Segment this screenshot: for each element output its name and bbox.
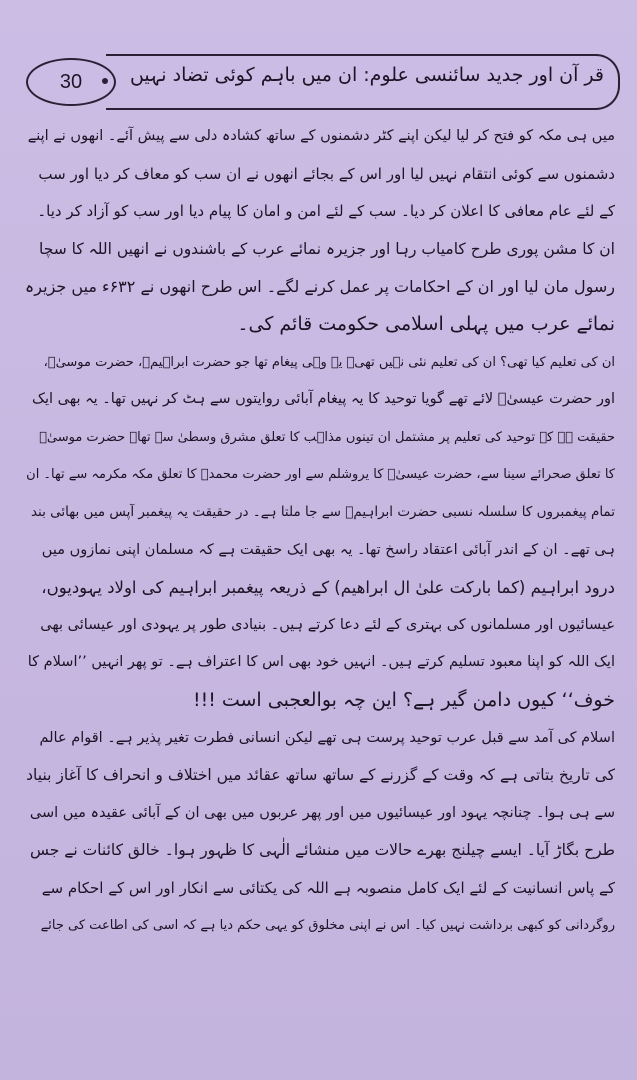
text-line: اسلام کی آمد سے قبل عرب توحید پرست ہی تھے لیکن انسانی فطرت تغیر پذیر ہے۔ اقوام عالم [39, 729, 615, 746]
text-line: ہی تھے۔ ان کے اندر آبائی اعتقاد راسخ تھا۔ یہ بھی ایک حقیقت ہے کہ مسلمان اپنی نمازوں میں [41, 541, 615, 558]
body-text [25, 118, 615, 945]
text-line: ان کا مشن پوری طرح کامیاب رہا اور جزیرہ نمائے عرب کے باشندوں نے انھیں اللہ کا سچا [38, 239, 615, 258]
page-header [14, 54, 620, 112]
text-line: حقیقت ہے کہ توحید کی تعلیم پر مشتمل ان تینوں مذاہب کا تعلق مشرق وسطیٰ سے تھا۔ حضرت موسیٰؑ [39, 429, 615, 445]
running-title: قر آن اور جدید سائنسی علوم: ان میں باہم کوئی تضاد نہیں [129, 64, 604, 86]
text-line: اور حضرت عیسیٰؑ لائے تھے گویا توحید کا یہ پیغام آبائی روایتوں سے ہٹ کر نہیں تھا۔ یہ بھی ایک [32, 391, 615, 408]
text-line: ان کی تعلیم کیا تھی؟ ان کی تعلیم نئی نہیں تھی۔ یہ وہی پیغام تھا جو حضرت ابراہیمؑ، حضرت موسیٰؑ، [43, 354, 615, 370]
text-line: ایک اللہ کو اپنا معبود تسلیم کرتے ہیں۔ انہیں خود بھی اس کا اعتراف ہے۔ تو پھر انہیں ’’اسلام کا [27, 654, 615, 671]
text-line: رسول مان لیا اور ان کے احکامات پر عمل کرنے لگے۔ اس طرح انھوں نے ۶۳۲ء میں جزیرہ [25, 277, 615, 297]
text-line: نمائے عرب میں پہلی اسلامی حکومت قائم کی۔ [237, 312, 615, 335]
text-line: کے لئے عام معافی کا اعلان کر دیا۔ سب کے لئے امن و امان کا پیام دیا اور سب کو آزاد کر دیا۔ [37, 202, 615, 221]
text-line: تمام پیغمبروں کا سلسلہ نسبی حضرت ابراہیمؑ سے جا ملتا ہے۔ در حقیقت یہ پیغمبر آپس میں بھائی بند [30, 503, 615, 520]
page-number: 30 [26, 58, 116, 106]
text-line: کی تاریخ بتاتی ہے کہ وقت کے گزرنے کے ساتھ ساتھ عقائد میں اختلاف و انحراف کا آغاز بنیاد [26, 766, 615, 785]
text-line: روگردانی کو کبھی برداشت نہیں کیا۔ اس نے اپنی مخلوق کو یہی حکم دیا ہے کہ اسی کی اطاعت کی جائے [40, 918, 615, 934]
text-line: سے ہی ہوا۔ چنانچہ یہود اور عیسائیوں میں اور پھر عربوں میں بھی ان کے آبائی عقیدہ میں اسی [29, 804, 615, 821]
header-title-frame [106, 54, 620, 110]
text-line: کا تعلق صحرائے سینا سے، حضرت عیسیٰؑ کا یروشلم سے اور حضرت محمدؐ کا تعلق مکہ مکرمہ سے تھا۔ ان [26, 467, 615, 483]
text-line: کے پاس انسانیت کے لئے ایک کامل منصوبہ ہے اللہ کی یکتائی سے انکار اور اس کے احکام سے [41, 878, 615, 897]
text-line: دشمنوں سے کوئی انتقام نہیں لیا اور اس کے بجائے انھوں نے ان سب کو معاف کر دیا اور سب [38, 164, 615, 183]
text-line: درود ابراہیم (کما بارکت علیٰ ال ابراھیم) کے ذریعہ پیغمبر ابراہیم کی اولاد یہودیوں، [41, 578, 615, 598]
text-line: میں ہی مکہ کو فتح کر لیا لیکن اپنے کٹر دشمنوں کے ساتھ کشادہ دلی سے پیش آئے۔ انھوں نے اپنے [27, 128, 615, 144]
text-line: عیسائیوں اور مسلمانوں کی بہتری کے لئے دعا کرتے ہیں۔ بنیادی طور پر یہودی اور عیسائی بھی [40, 616, 615, 633]
text-line: طرح بگاڑ آیا۔ ایسے چیلنج بھرے حالات میں منشائے الٰہی کا ظہور ہوا۔ خالق کائنات نے جس [30, 841, 615, 860]
text-line: خوف‘‘ کیوں دامن گیر ہے؟ این چہ بوالعجبی است !!! [192, 688, 615, 711]
